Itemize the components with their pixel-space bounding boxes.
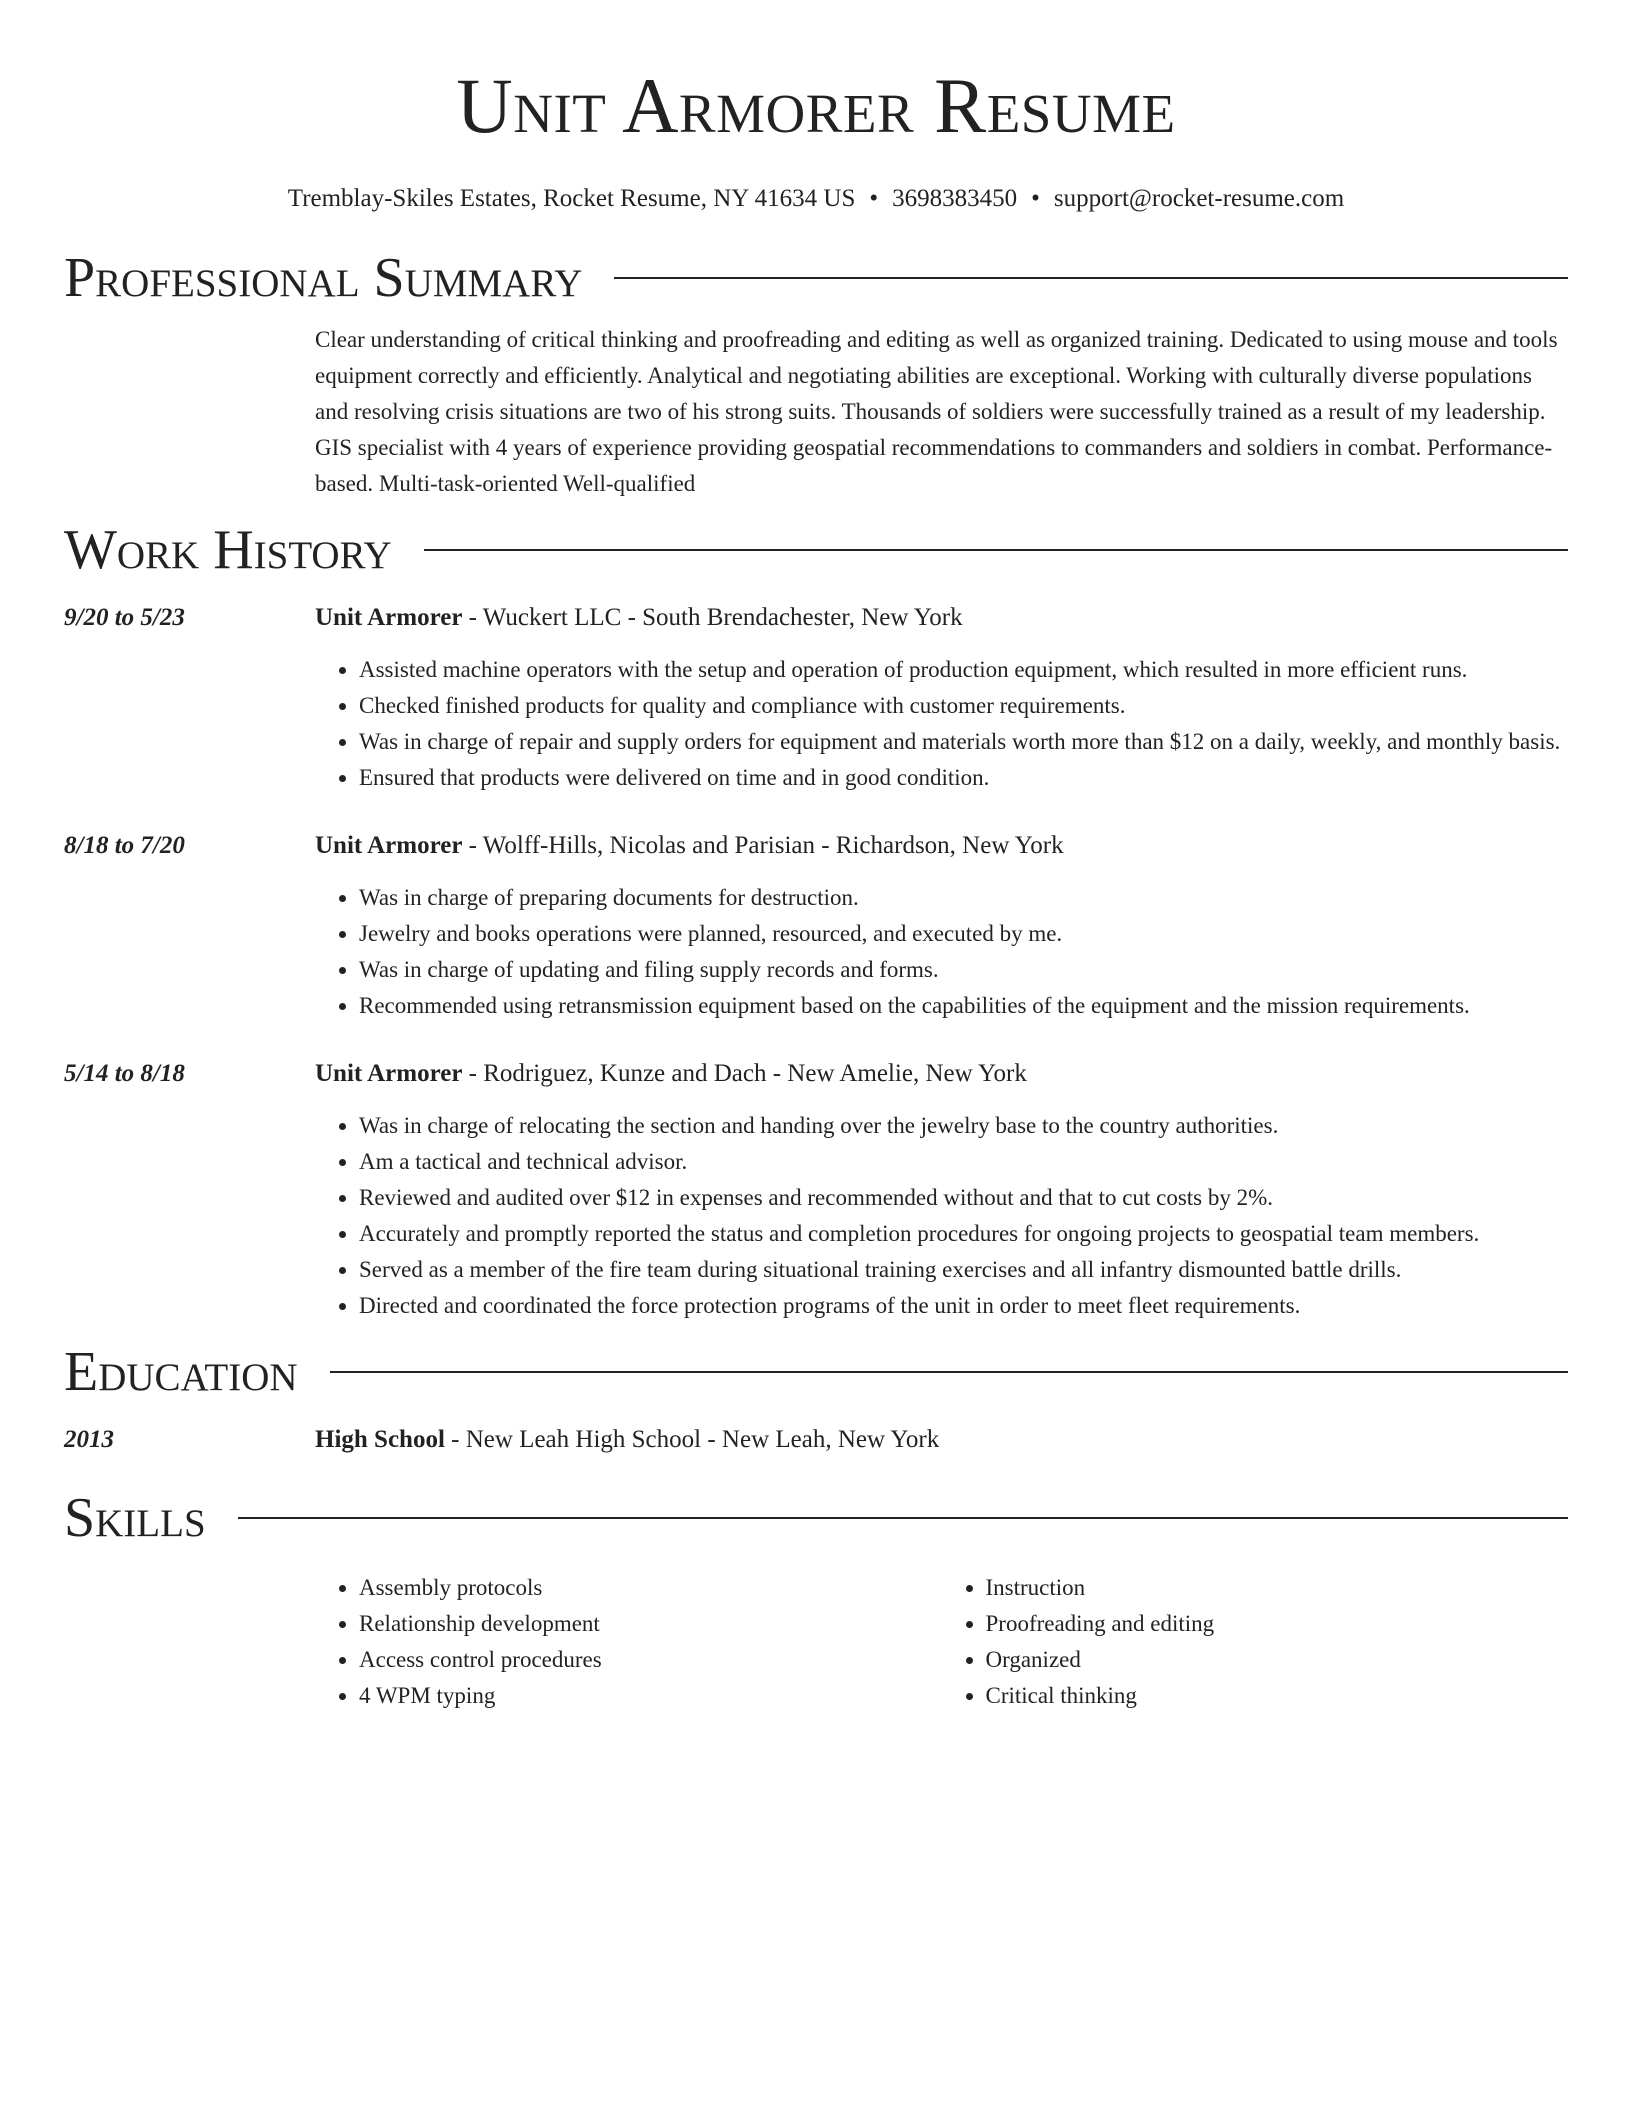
list-item: • Accurately and promptly reported the status and completion procedures for ongoing projects to geospatial team members. — [359, 1216, 1568, 1252]
job-bullets — [315, 880, 1568, 1024]
education-year: 2013 — [64, 1426, 114, 1453]
skill-item: • 4 WPM typing — [359, 1678, 942, 1714]
skill-item: • Organized — [986, 1642, 1569, 1678]
skill-item: • Critical thinking — [986, 1678, 1569, 1714]
job-dates: 8/18 to 7/20 — [64, 832, 185, 859]
job-entry — [64, 1056, 1568, 1324]
list-item: • Reviewed and audited over $12 in expenses and recommended without and that to cut costs by 2%. — [359, 1180, 1568, 1216]
resume-page — [64, 0, 1568, 1714]
skill-item: • Assembly protocols — [359, 1570, 942, 1606]
job-heading — [315, 600, 1568, 636]
job-details: - Wolff-Hills, Nicolas and Parisian - Richardson, New York — [462, 832, 1064, 859]
education-entry — [64, 1422, 1568, 1458]
list-item: • Was in charge of relocating the section and handing over the jewelry base to the country authorities. — [359, 1108, 1568, 1144]
job-heading — [315, 828, 1568, 864]
skill-item: • Access control procedures — [359, 1642, 942, 1678]
section-title-summary: Professional Summary — [64, 247, 583, 309]
contact-line — [64, 184, 1568, 214]
list-item: • Was in charge of repair and supply orders for equipment and materials worth more than $12 on a daily, weekly, and monthly basis. — [359, 724, 1568, 760]
section-header-education — [64, 1336, 1568, 1408]
contact-separator: • — [1031, 185, 1040, 212]
job-title: Unit Armorer — [315, 1060, 463, 1087]
job-title: Unit Armorer — [315, 604, 463, 631]
contact-phone: 3698383450 — [892, 185, 1018, 212]
section-header-skills — [64, 1482, 1568, 1554]
skill-item: • Proofreading and editing — [986, 1606, 1569, 1642]
list-item: • Jewelry and books operations were planned, resourced, and executed by me. — [359, 916, 1568, 952]
list-item: • Served as a member of the fire team during situational training exercises and all infantry dismounted battle drills. — [359, 1252, 1568, 1288]
summary-text: Clear understanding of critical thinking and proofreading and editing as well as organized training. Dedicated to using mouse and tools equipment correctly and efficiently. Analytical and negotiating abilities are exceptional. Working with culturally diverse populations and resolving crisis situations are two of his strong suits. Thousands of soldiers were successfully trained as a result of my leadership. GIS specialist with 4 years of experience providing geospatial recommendations to commanders and soldiers in combat. Performance-based. Multi-task-oriented Well-qualified — [315, 327, 1558, 496]
job-entry — [64, 600, 1568, 796]
list-item: • Am a tactical and technical advisor. — [359, 1144, 1568, 1180]
list-item: • Checked finished products for quality and compliance with customer requirements. — [359, 688, 1568, 724]
education-details: - New Leah High School - New Leah, New York — [444, 1426, 940, 1453]
education-degree: High School — [315, 1426, 445, 1453]
contact-separator: • — [869, 185, 879, 212]
section-header-summary — [64, 242, 1568, 314]
list-item: • Assisted machine operators with the setup and operation of production equipment, which resulted in more efficient runs. — [359, 652, 1568, 688]
list-item: • Ensured that products were delivered on time and in good condition. — [359, 760, 1568, 796]
job-details: - Rodriguez, Kunze and Dach - New Amelie, New York — [462, 1060, 1027, 1087]
job-entry — [64, 828, 1568, 1024]
section-rule — [424, 549, 1568, 551]
job-heading — [315, 1056, 1568, 1092]
skills-list — [315, 1570, 1568, 1714]
list-item: • Was in charge of preparing documents for destruction. — [359, 880, 1568, 916]
job-dates: 9/20 to 5/23 — [64, 604, 185, 631]
job-dates: 5/14 to 8/18 — [64, 1060, 185, 1087]
section-rule — [330, 1371, 1568, 1373]
contact-address: Tremblay-Skiles Estates, Rocket Resume, NY 41634 US — [287, 185, 856, 212]
contact-email: support@rocket-resume.com — [1053, 185, 1345, 212]
section-title-skills: Skills — [64, 1487, 206, 1549]
section-rule — [614, 277, 1568, 279]
list-item: • Recommended using retransmission equipment based on the capabilities of the equipment and the mission requirements. — [359, 988, 1568, 1024]
skill-item: • Instruction — [986, 1570, 1569, 1606]
job-bullets — [315, 652, 1568, 796]
job-bullets — [315, 1108, 1568, 1324]
job-details: - Wuckert LLC - South Brendachester, New York — [462, 604, 963, 631]
section-title-education: Education — [64, 1341, 298, 1403]
section-title-work-history: Work History — [64, 519, 392, 581]
section-header-work-history — [64, 514, 1568, 586]
education-heading — [315, 1422, 1568, 1458]
list-item: • Directed and coordinated the force protection programs of the unit in order to meet fleet requirements. — [359, 1288, 1568, 1324]
skills-column-right — [942, 1570, 1569, 1714]
job-title: Unit Armorer — [315, 832, 463, 859]
list-item: • Was in charge of updating and filing supply records and forms. — [359, 952, 1568, 988]
skill-item: • Relationship development — [359, 1606, 942, 1642]
skills-column-left — [315, 1570, 942, 1714]
resume-title: Unit Armorer Resume — [456, 62, 1176, 149]
section-rule — [238, 1517, 1568, 1519]
